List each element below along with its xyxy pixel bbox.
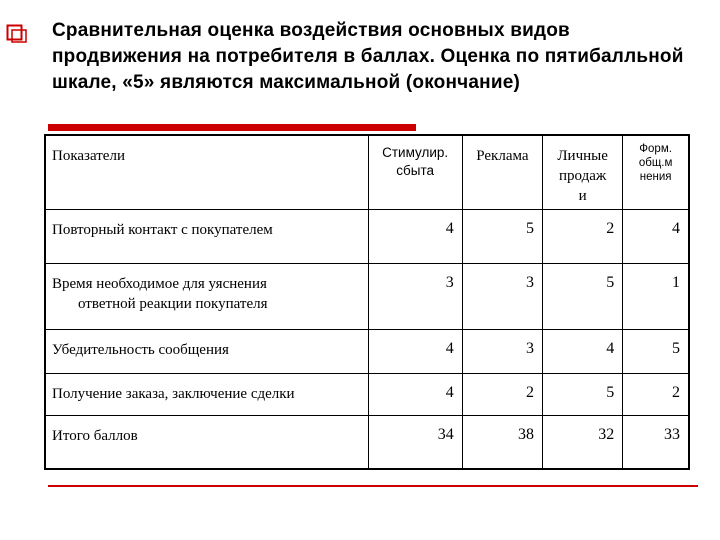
table-row	[45, 373, 689, 415]
cell-value: 4	[623, 209, 689, 263]
header-public-opinion	[623, 135, 689, 209]
cell-value: 3	[462, 263, 542, 329]
cell-value: 2	[462, 373, 542, 415]
cell-value: 34	[368, 415, 462, 469]
row-label-line: Повторный контакт с покупателем	[52, 221, 273, 238]
cell-value: 3	[368, 263, 462, 329]
cell-value: 4	[543, 329, 623, 373]
table-row	[45, 209, 689, 263]
bottom-divider	[48, 485, 698, 487]
row-label-line: Убедительность сообщения	[52, 341, 229, 358]
header-personal-selling-line: и	[578, 188, 587, 204]
cell-value: 5	[623, 329, 689, 373]
page-title: Сравнительная оценка воздействия основных видов продвижения на потребителя в баллах. Оценка по пятибалльной шкале, «5» являются максимальной (окончание)	[52, 20, 684, 93]
header-advertising: Реклама	[462, 135, 542, 209]
cell-value: 33	[623, 415, 689, 469]
cell-value: 4	[368, 209, 462, 263]
header-indicators: Показатели	[45, 135, 368, 209]
row-label	[45, 263, 368, 329]
cell-value: 38	[462, 415, 542, 469]
header-sales-promotion	[368, 135, 462, 209]
cell-value: 5	[462, 209, 542, 263]
row-label-line: Получение заказа, заключение сделки	[52, 385, 295, 402]
header-personal-selling-line: Личные	[557, 148, 608, 164]
cell-value: 5	[543, 263, 623, 329]
header-row	[45, 135, 689, 209]
cell-value: 1	[623, 263, 689, 329]
row-label-line: Итого баллов	[52, 427, 138, 444]
cell-value: 2	[623, 373, 689, 415]
header-public-opinion-line: Форм.	[639, 143, 672, 155]
cell-value: 4	[368, 329, 462, 373]
row-label	[45, 329, 368, 373]
cell-value: 3	[462, 329, 542, 373]
comparison-table	[44, 134, 690, 470]
header-public-opinion-line: нения	[639, 171, 672, 183]
row-label-line: ответной реакции покупателя	[78, 295, 268, 312]
row-label	[45, 209, 368, 263]
total-row	[45, 415, 689, 469]
cell-value: 5	[543, 373, 623, 415]
cell-value: 4	[368, 373, 462, 415]
table-row	[45, 263, 689, 329]
header-personal-selling	[543, 135, 623, 209]
header-sales-promotion-line: сбыта	[396, 163, 434, 178]
header-public-opinion-line: общ.м	[638, 157, 673, 169]
title-underline-bar	[48, 124, 416, 131]
header-personal-selling-line: продаж	[559, 168, 607, 184]
row-label-line: Время необходимое для уяснения	[52, 275, 267, 292]
header-sales-promotion-line: Стимулир.	[382, 145, 449, 160]
row-label	[45, 415, 368, 469]
table-row	[45, 329, 689, 373]
cell-value: 32	[543, 415, 623, 469]
row-label	[45, 373, 368, 415]
cell-value: 2	[543, 209, 623, 263]
square-outline-icon	[6, 24, 28, 44]
